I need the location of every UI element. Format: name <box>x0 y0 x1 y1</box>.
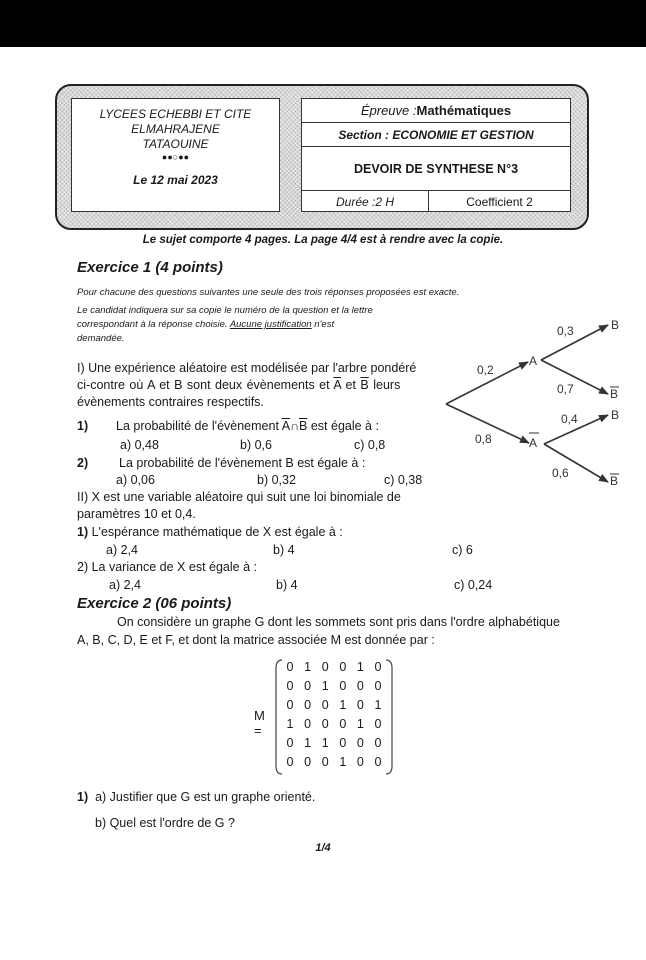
matrix-cell: 0 <box>356 736 364 750</box>
matrix-cell: 0 <box>304 698 312 712</box>
matrix-cell: 0 <box>339 717 347 731</box>
part1-line: I) Une expérience aléatoire est modélisée par l'arbre pondéré <box>77 361 417 375</box>
matrix-cell: 1 <box>286 717 294 731</box>
epreuve-row <box>302 99 570 123</box>
prob-B-given-Abar: 0,4 <box>561 412 578 426</box>
q1-text <box>116 418 379 435</box>
q3-option-a: a) 2,4 <box>106 543 138 557</box>
q3-text: L'espérance mathématique de X est égale à : <box>91 525 343 539</box>
matrix-cell: 0 <box>374 717 382 731</box>
part1-line <box>77 377 427 394</box>
prob-Bbar-given-A: 0,7 <box>557 382 574 396</box>
leaf-B-2: B <box>611 408 620 422</box>
leaf-Bbar-2: B <box>610 474 619 488</box>
matrix-cell: 0 <box>356 679 364 693</box>
section-row: Section : ECONOMIE ET GESTION <box>302 123 570 147</box>
matrix-cell: 1 <box>339 755 347 769</box>
instr-text: Le candidat indiquera sur sa copie le numéro de la question et la lettre <box>77 305 373 316</box>
prob-B-given-A: 0,3 <box>557 324 574 338</box>
exam-date: Le 12 mai 2023 <box>133 173 218 187</box>
school-name <box>72 107 279 152</box>
matrix-cell: 1 <box>304 736 312 750</box>
matrix-cell: 0 <box>286 660 294 674</box>
intersection-symbol: ∩ <box>290 419 300 433</box>
part1-intro <box>77 360 427 411</box>
q3 <box>77 524 343 541</box>
matrix-cell: 0 <box>374 660 382 674</box>
exercise2-title: Exercice 2 (06 points) <box>77 595 232 612</box>
q3-option-c: c) 6 <box>452 543 473 557</box>
prob-A: 0,2 <box>477 363 494 377</box>
school-line-1: LYCEES ECHEBBI ET CITE <box>99 107 252 121</box>
q2-number: 2) <box>77 456 89 470</box>
page-number: 1/4 <box>315 842 331 854</box>
q4-option-b: b) 4 <box>276 578 298 592</box>
duration <box>302 191 429 212</box>
epreuve-label: Épreuve : <box>360 103 417 118</box>
q4-option-c: c) 0,24 <box>454 578 493 592</box>
matrix-label: M = <box>254 708 265 738</box>
a-bar: $\overline{A}$ <box>333 378 342 392</box>
matrix-cell: 1 <box>356 717 364 731</box>
matrix-cell: 1 <box>321 679 329 693</box>
q2-text: La probabilité de l'évènement B est égale à : <box>119 456 366 470</box>
matrix-cell: 0 <box>356 755 364 769</box>
subject-notice: Le sujet comporte 4 pages. La page 4/4 est à rendre avec la copie. <box>142 234 504 246</box>
prob-A-bar: 0,8 <box>475 432 492 446</box>
header-frame <box>55 84 589 230</box>
instr-text: correspondant à la réponse choisie. <box>77 319 230 330</box>
matrix-cell: 1 <box>356 660 364 674</box>
coefficient: Coefficient 2 <box>466 194 533 209</box>
matrix-cell: 0 <box>304 755 312 769</box>
q2-option-c: c) 0,38 <box>384 473 423 487</box>
school-line-3: TATAOUINE <box>142 137 209 151</box>
instr-text: n'est <box>311 319 335 330</box>
matrix-cell: 1 <box>374 698 382 712</box>
school-line-2: ELMAHRAJENE <box>131 122 220 136</box>
exercise1-instruction-2 <box>77 304 417 346</box>
exercise2-intro-line-2: A, B, C, D, E et F, et dont la matrice associée M est donnée par : <box>77 633 435 647</box>
matrix-cell: 0 <box>374 755 382 769</box>
matrix-cell: 1 <box>339 698 347 712</box>
matrix-cell: 0 <box>321 698 329 712</box>
ex2-q1b: b) Quel est l'ordre de G ? <box>95 816 235 830</box>
q4-text: 2) La variance de X est égale à : <box>77 560 257 574</box>
q4-option-a: a) 2,4 <box>109 578 141 592</box>
matrix-cell: 0 <box>304 679 312 693</box>
exercise2-intro-line-1: On considère un graphe G dont les sommets sont pris dans l'ordre alphabétique <box>117 615 560 629</box>
q1-option-a: a) 0,48 <box>120 438 159 452</box>
a-bar: $\overline{A}$ <box>281 419 291 433</box>
matrix-cell: 0 <box>374 679 382 693</box>
epreuve-value: Mathématiques <box>416 103 512 118</box>
exercise1-instruction-1: Pour chacune des questions suivantes une seule des trois réponses proposées est exacte. <box>77 287 460 298</box>
matrix-cell: 1 <box>321 736 329 750</box>
leaf-B-1: B <box>611 318 620 332</box>
q1-option-c: c) 0,8 <box>354 438 386 452</box>
node-A-bar: A <box>529 436 538 450</box>
text: est égale à : <box>307 419 379 433</box>
text: et <box>341 378 361 392</box>
matrix-cell: 1 <box>304 660 312 674</box>
top-black-bar <box>0 0 646 47</box>
text: ci-contre où A et B sont deux évènements et <box>77 378 334 392</box>
matrix-cell: 0 <box>321 755 329 769</box>
exercise1-title: Exercice 1 (4 points) <box>77 259 223 276</box>
q1-number: 1) <box>77 419 89 433</box>
leaf-Bbar-1: B <box>610 387 619 401</box>
ex2-q1a <box>77 789 315 806</box>
ex2-q1-number: 1) <box>77 790 89 804</box>
q2-option-a: a) 0,06 <box>116 473 155 487</box>
matrix-cell: 0 <box>339 736 347 750</box>
matrix-cell: 0 <box>356 698 364 712</box>
matrix-cell: 0 <box>339 660 347 674</box>
probability-tree-diagram <box>440 300 640 500</box>
matrix-cell: 0 <box>286 736 294 750</box>
matrix-cell: 0 <box>339 679 347 693</box>
duration-coef-row <box>302 191 570 212</box>
q1-option-b: b) 0,6 <box>240 438 272 452</box>
q3-option-b: b) 4 <box>273 543 295 557</box>
text: leurs <box>368 378 401 392</box>
b-bar: $\overline{B}$ <box>299 419 308 433</box>
part1-line: évènements contraires respectifs. <box>77 395 264 409</box>
matrix-cell: 0 <box>321 717 329 731</box>
matrix-cell: 0 <box>286 755 294 769</box>
matrix-cell: 0 <box>374 736 382 750</box>
part2-line-2: paramètres 10 et 0,4. <box>77 507 196 521</box>
b-bar: $\overline{B}$ <box>360 378 369 392</box>
text: La probabilité de l'évènement <box>116 419 282 433</box>
ex2-q1a-text: a) Justifier que G est un graphe orienté. <box>95 790 316 804</box>
matrix-cell: 0 <box>321 660 329 674</box>
q2-option-b: b) 0,32 <box>257 473 296 487</box>
matrix-cell: 0 <box>286 679 294 693</box>
prob-Bbar-given-Abar: 0,6 <box>552 466 569 480</box>
matrix-cell: 0 <box>304 717 312 731</box>
school-box <box>71 98 280 212</box>
decorative-dots: ●●○●● <box>161 152 190 162</box>
matrix-cell: 0 <box>286 698 294 712</box>
part2-line-1: II) X est une variable aléatoire qui suit une loi binomiale de <box>77 490 401 504</box>
q3-number: 1) <box>77 525 89 539</box>
exam-info-box <box>301 98 571 212</box>
instr-underlined: Aucune justification <box>229 319 312 330</box>
node-A: A <box>529 354 538 368</box>
duration-text: Durée :2 H <box>335 194 395 209</box>
instr-text: demandée. <box>77 333 125 344</box>
devoir-title: DEVOIR DE SYNTHESE N°3 <box>302 147 570 191</box>
